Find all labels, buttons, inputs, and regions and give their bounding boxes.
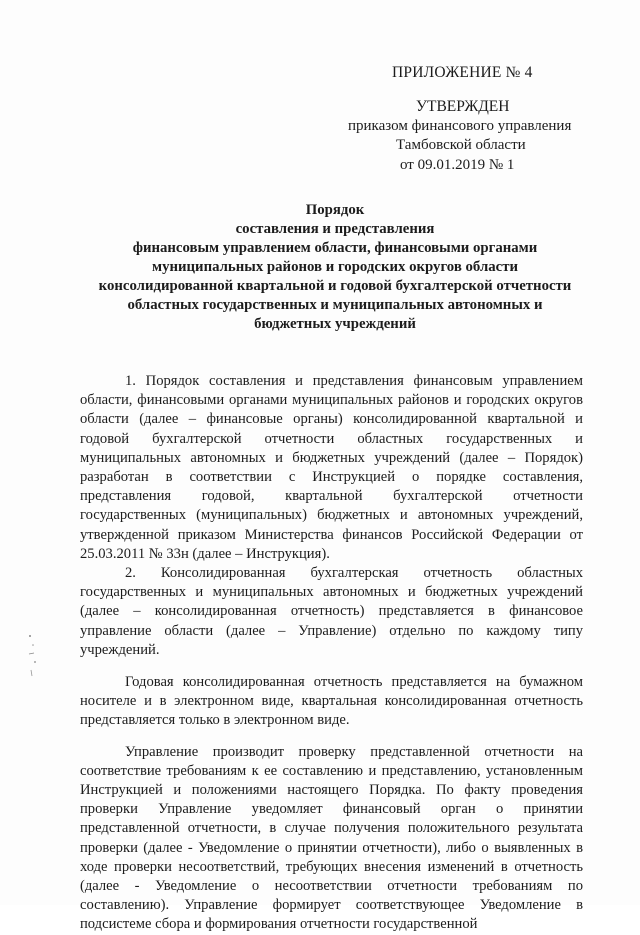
title-line: областных государственных и муниципальных автономных и xyxy=(127,297,543,313)
document-body xyxy=(80,372,583,935)
appendix-number: ПРИЛОЖЕНИЕ № 4 xyxy=(392,64,533,81)
title-line: бюджетных учреждений xyxy=(254,316,416,332)
approved-title: УТВЕРЖДЕН xyxy=(416,98,510,115)
title-line: муниципальных районов и городских округов области xyxy=(151,259,519,275)
paragraph: 2. Консолидированная бухгалтерская отчетность областных государственных и муниципальных автономных и бюджетных учреждений (далее – консолидированная отчетность) представляется в финансовое управление области (далее – Управление) отдельно по каждому типу учреждений. xyxy=(80,565,583,658)
approved-line: Тамбовской области xyxy=(396,137,526,153)
title-line: Порядок xyxy=(305,202,365,218)
title-line: консолидированной квартальной и годовой бухгалтерской отчетности xyxy=(98,278,572,294)
document-title xyxy=(96,201,574,334)
title-line: финансовым управлением области, финансовыми органами xyxy=(132,240,538,256)
approved-line: от 09.01.2019 № 1 xyxy=(400,156,515,173)
paragraph: Годовая консолидированная отчетность представляется на бумажном носителе и в электронном виде, квартальная консолидированная отчетность представляется только в электронном виде. xyxy=(80,674,583,729)
approval-block xyxy=(344,97,594,175)
title-line: составления и представления xyxy=(235,221,435,237)
scan-artifact xyxy=(26,632,40,682)
paragraph: Управление производит проверку представленной отчетности на соответствие требованиям к ее составлению и представлению, установленным Инструкцией и положениями настоящего Порядка. По факту проведения проверки Управление уведомляет финансовый орган о принятии представленной отчетности, в случае получения положительного результата проверки (далее - Уведомление о принятии отчетности), либо о выявленных в ходе проверки несоответствий, требующих внесения изменений в отчетность (далее - Уведомление о несоответствии отчетности требованиям по составлению). Управление формирует соответствующее Уведомление в подсистеме сбора и формирования отчетности государственной xyxy=(80,743,583,933)
paragraph: 1. Порядок составления и представления финансовым управлением области, финансовыми органами муниципальных районов и городских округов области (далее – финансовые органы) консолидированной квартальной и годовой бухгалтерской отчетности областных государственных и муниципальных автономных и бюджетных учреждений (далее – Порядок) разработан в соответствии с Инструкцией о порядке составления, представления годовой, квартальной бухгалтерской отчетности государственных (муниципальных) бюджетных и автономных учреждений, утвержденной приказом Министерства финансов Российской Федерации от 25.03.2011 № 33н (далее – Инструкция). xyxy=(80,373,583,562)
approved-line: приказом финансового управления xyxy=(348,117,572,134)
